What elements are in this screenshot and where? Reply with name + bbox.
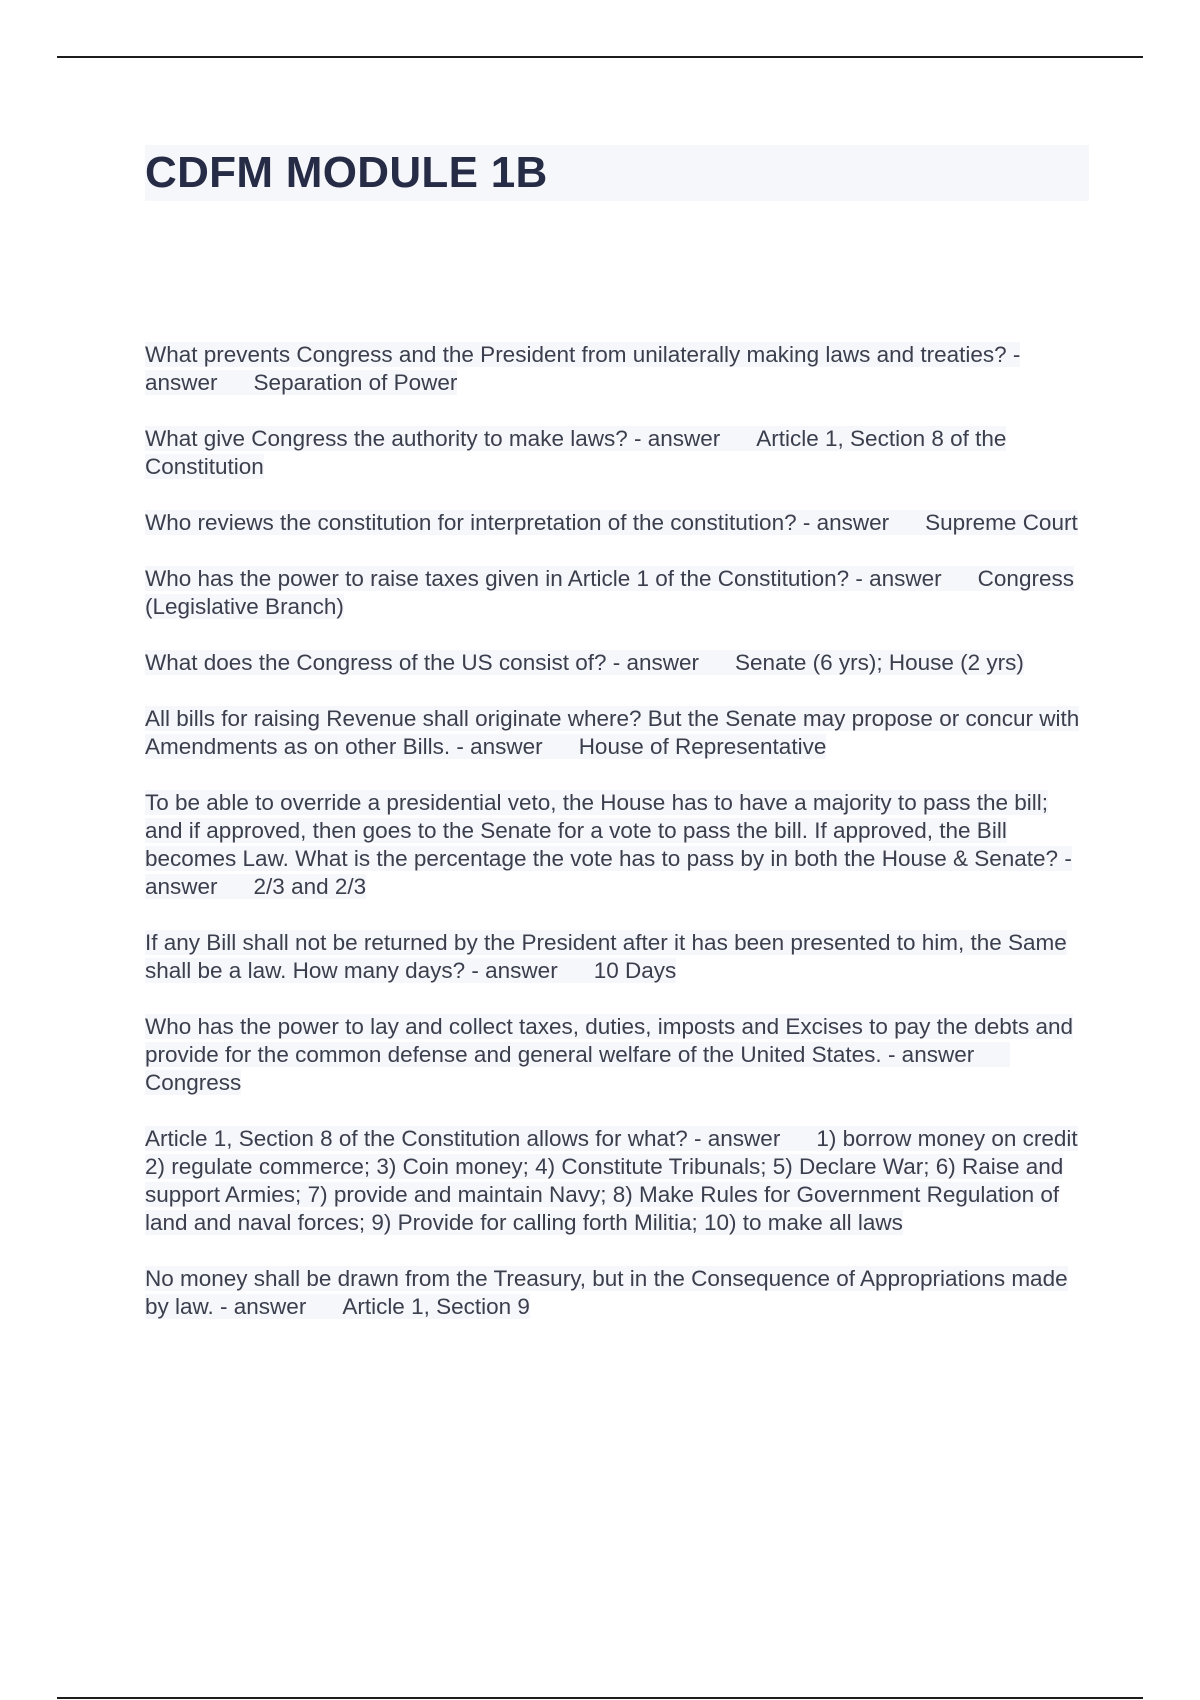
qa-item	[145, 929, 1089, 985]
qa-answer: Senate (6 yrs); House (2 yrs)	[735, 650, 1024, 675]
title-band	[145, 145, 1089, 201]
qa-item	[145, 341, 1089, 397]
qa-question: No money shall be drawn from the Treasury, but in the Consequence of Appropriations made by law. - answer	[145, 1266, 1068, 1319]
qa-question: What prevents Congress and the President from unilaterally making laws and treaties? - answer	[145, 342, 1021, 395]
qa-question: Who reviews the constitution for interpretation of the constitution? - answer	[145, 510, 890, 535]
qa-answer: Congress (Legislative Branch)	[145, 566, 1074, 619]
qa-question: Who has the power to lay and collect taxes, duties, imposts and Excises to pay the debts and provide for the common defense and general welfare of the United States. - answer	[145, 1014, 1074, 1067]
qa-question: What does the Congress of the US consist of? - answer	[145, 650, 700, 675]
qa-item	[145, 649, 1089, 677]
qa-answer: 2/3 and 2/3	[253, 874, 367, 899]
qa-item	[145, 509, 1089, 537]
footer-rule	[57, 1697, 1143, 1699]
qa-item	[145, 565, 1089, 621]
qa-item	[145, 1013, 1089, 1097]
qa-list	[145, 341, 1089, 1321]
qa-question: If any Bill shall not be returned by the President after it has been presented to him, the Same shall be a law. How many days? - answer	[145, 930, 1067, 983]
page-title: CDFM MODULE 1B	[145, 148, 548, 197]
qa-answer: 10 Days	[593, 958, 677, 983]
qa-answer: Congress	[145, 1070, 242, 1095]
qa-item	[145, 789, 1089, 901]
document-body	[145, 145, 1089, 1349]
qa-answer: Supreme Court	[925, 510, 1078, 535]
qa-answer: Separation of Power	[253, 370, 458, 395]
qa-item	[145, 705, 1089, 761]
qa-item	[145, 1265, 1089, 1321]
qa-answer: Article 1, Section 8 of the Constitution	[145, 426, 1007, 479]
qa-question: Who has the power to raise taxes given in Article 1 of the Constitution? - answer	[145, 566, 942, 591]
header-rule	[57, 56, 1143, 58]
qa-answer: 1) borrow money on credit 2) regulate commerce; 3) Coin money; 4) Constitute Tribunals; 5) Declare War; 6) Raise and support Armies; 7) provide and maintain Navy; 8) Make Rules for Government Regulation of land and naval forces; 9) Provide for calling forth Militia; 10) to make all laws	[145, 1126, 1078, 1235]
qa-question: What give Congress the authority to make laws? - answer	[145, 426, 721, 451]
qa-item	[145, 1125, 1089, 1237]
qa-answer: House of Representative	[578, 734, 827, 759]
qa-question: To be able to override a presidential veto, the House has to have a majority to pass the bill; and if approved, then goes to the Senate for a vote to pass the bill. If approved, the Bill becomes Law. What is the percentage the vote has to pass by in both the House & Senate? - answer	[145, 790, 1072, 899]
qa-question: Article 1, Section 8 of the Constitution allows for what? - answer	[145, 1126, 781, 1151]
qa-question: All bills for raising Revenue shall originate where? But the Senate may propose or concur with Amendments as on other Bills. - answer	[145, 706, 1080, 759]
qa-item	[145, 425, 1089, 481]
qa-answer: Article 1, Section 9	[342, 1294, 530, 1319]
